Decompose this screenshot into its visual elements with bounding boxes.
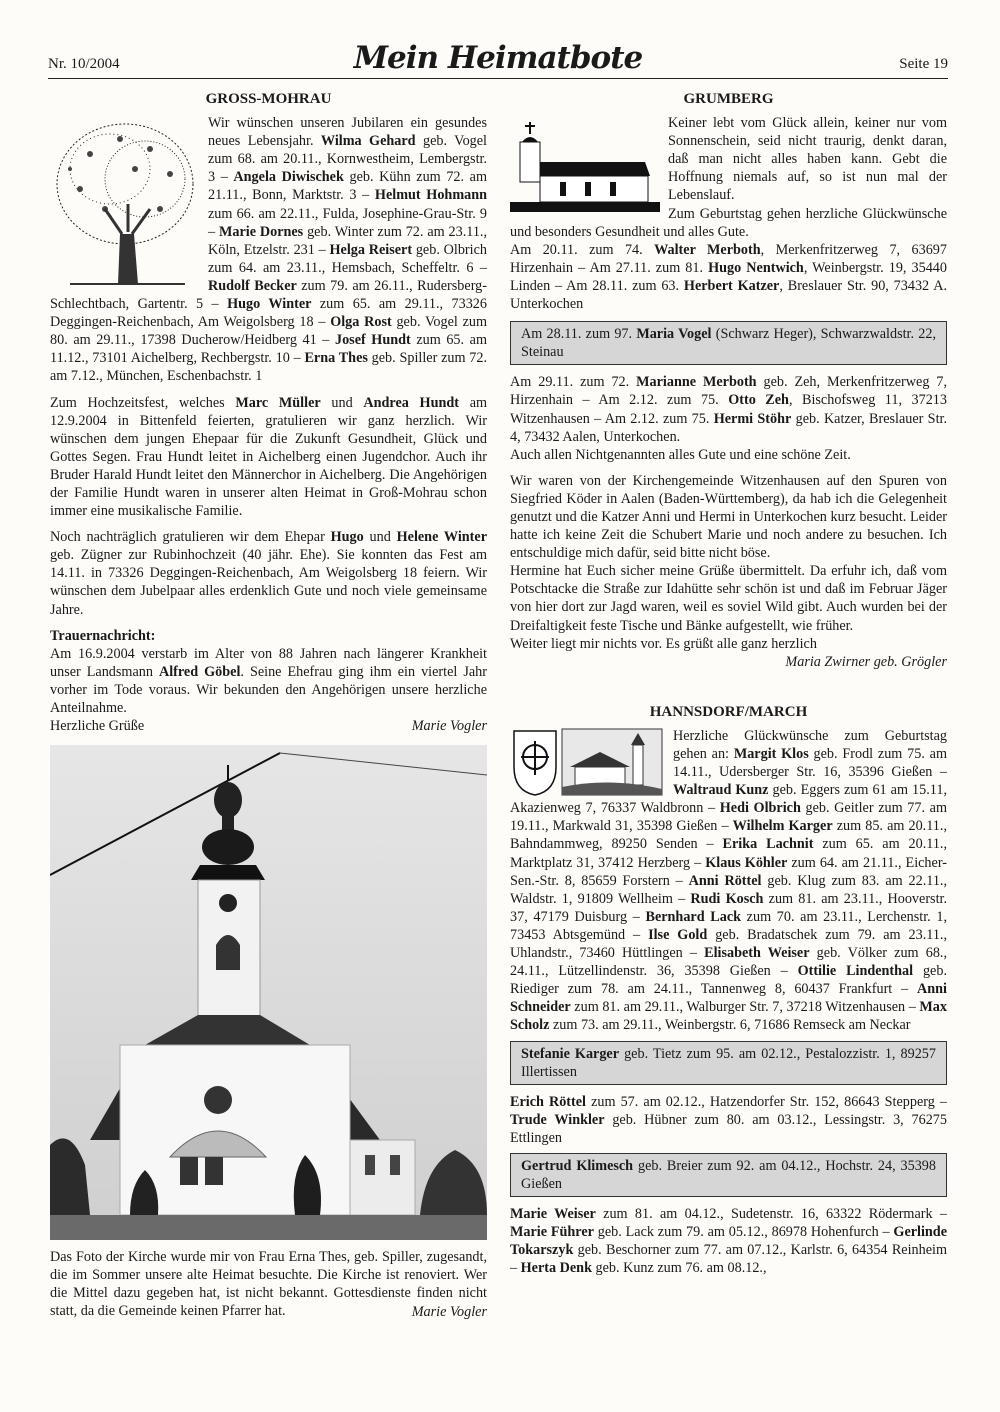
grumberg-wishes: Zum Geburtstag gehen herzliche Glückwünsche und besonders Gesundheit und alles Gute. — [510, 205, 947, 240]
text-run: geb. Kunz zum 76. am 08.12., — [591, 1260, 767, 1277]
text-run: und — [363, 529, 397, 546]
masthead-title: Mein Heimatbote — [353, 40, 643, 76]
church-photo — [50, 745, 487, 1240]
text-run: zum 65. am 20.11., Marktplatz 31, 37412 Herzberg – — [510, 836, 948, 871]
signature-marie-vogler-2: Marie Vogler — [411, 1303, 487, 1320]
text-run: . Seine Ehefrau ging ihm ein viertel Jahr vorher im Tode voraus. Wir bekunden den Angehörigen unsere herzliche Anteilnahme. — [50, 663, 487, 716]
text-run: zum 85. am 20.11., Bahndammweg, 89250 Senden – — [510, 818, 947, 853]
person-name: Waltraud Kunz — [673, 782, 769, 799]
section-title-hannsdorf: HANNSDORF/MARCH — [649, 703, 808, 720]
person-name: Wilma Gehard — [320, 133, 416, 150]
text-run: zum 79. am 26.11., Rudersberg-Schlechtbach, Gartentr. 5 – — [50, 277, 487, 313]
text-run: geb. Geitler zum 77. am 19.11., Markwald 31, 35398 Gießen – — [510, 800, 947, 835]
grumberg-closing-wishes: Auch allen Nichtgenannten alles Gute und eine schöne Zeit. — [510, 446, 851, 463]
grumberg-birthdays-2 — [510, 373, 947, 445]
grumberg-travel-report: Wir waren von der Kirchengemeinde Witzenhausen auf den Spuren von Siegfried Köder in Aalen (Baden-Württemberg), da hab ich die Gelegenheit genutzt und die Katzer Anni und Hermi in Unterkochen kurz besucht. Leider hatte ich keine Zeit die Schubert Marie und noch andere zu besuchen. Ich entschuldige mich dafür, seid bitte nicht böse. — [510, 472, 947, 562]
person-name: Max Scholz — [510, 999, 947, 1034]
text-run: geb. Völker zum 68., 24.11., Lützellindenstr. 36, 35398 Gießen – — [510, 945, 948, 980]
text-run: zum 65. am 29.11., 73326 Deggingen-Reichenbach, Am Weigolsberg 18 – — [50, 296, 487, 331]
page-number: Seite 19 — [899, 56, 948, 72]
text-run: geb. Zügner zur Rubinhochzeit (40 jähr. Ehe). Sie konnten das Fest am 14.11. in 73326 Deggingen-Reichenbach, Am Weigolsberg 18 feiern. Wir wünschen dem Jubelpaar alles erdenklich Gute und noch viele gemeinsame Jahre. — [50, 547, 487, 618]
tree-illustration — [50, 114, 200, 289]
left-column — [50, 88, 487, 1321]
person-name: Hugo Nentwich — [708, 259, 804, 276]
ruby-anniversary — [50, 528, 487, 618]
person-name: Hedi Olbrich — [719, 800, 801, 817]
text-run: geb. Winter zum 72. am 23.11., Köln, Etzelstr. 231 – — [208, 223, 488, 258]
text-run: Wir wünschen unseren Jubilaren ein gesundes neues Lebensjahr. — [208, 115, 487, 150]
text-run: und — [320, 394, 364, 411]
person-name: Andrea Hundt — [363, 394, 459, 411]
birthday-box-maria-vogel — [510, 321, 947, 365]
text-run: geb. Spiller zum 72. am 7.12., München, Eschenbachstr. 1 — [50, 350, 487, 385]
person-name: Olga Rost — [330, 314, 392, 331]
person-name: Alfred Göbel — [158, 663, 241, 680]
person-name: Helga Reisert — [329, 241, 413, 258]
text-run: geb. Eggers zum 61 am 15.11, Akazienweg 7, 76337 Waldbronn – — [510, 782, 947, 817]
grumberg-poem: Keiner lebt vom Glück allein, keiner nur vom Sonnenschein, seid nicht traurig, denkt daran, daß man nicht alles haben kann. Gebt die Hoffnung niemals auf, so ist nun mal der Lebenslauf. — [668, 115, 947, 204]
person-name: Gerlinde Tokarszyk — [510, 1224, 947, 1259]
text-run: zum 81. am 23.11., Hooverstr. 37, 47179 Duisburg – — [510, 890, 947, 925]
text-run: geb. Riediger zum 78. am 24.11., Tannenweg 8, 60437 Frankfurt – — [510, 963, 947, 998]
person-name: Bernhard Lack — [645, 908, 742, 925]
person-name: Gertrud Klimesch — [521, 1157, 634, 1174]
person-name: Ilse Gold — [648, 926, 708, 943]
page-header — [48, 38, 948, 79]
grumberg-church-drawing — [510, 114, 660, 212]
person-name: Rudolf Becker — [208, 277, 297, 294]
birthday-box-gertrud-klimesch — [510, 1153, 947, 1197]
person-name: Erna Thes — [304, 350, 368, 367]
text-run: zum 65. am 11.12., 73101 Aichelberg, Rechbergstr. 10 – — [50, 332, 487, 367]
grumberg-news: Hermine hat Euch sicher meine Grüße übermittelt. Da erfuhr ich, daß vom Potschtacke die Straße zur Idahütte sehr schön ist und daß im Februar Jäger von hier dort zur Jagd waren, weil es soviel Wild gibt. Auch wurden bei der Dreifaltigkeit feste Tische und Bänke aufgestellt, wie früher. — [510, 563, 947, 634]
text-run: geb. Hübner zum 80. am 03.12., Lessingstr. 3, 76275 Ettlingen — [510, 1111, 947, 1146]
hannsdorf-birthdays-3 — [510, 1205, 947, 1277]
person-name: Margit Klos — [733, 746, 809, 762]
text-run: , Merkenfritzerweg 7, 63697 Hirzenhain – Am 27.11. zum 81. — [510, 241, 947, 276]
text-run: zum 81. am 04.12., Sudetenstr. 16, 63322 Rödermark – — [595, 1206, 947, 1223]
text-run: geb. Kühn zum 72. am 21.11., Bonn, Marktstr. 3 – — [208, 169, 487, 204]
person-name: Hugo — [330, 529, 364, 546]
hannsdorf-birthdays-2 — [510, 1093, 947, 1147]
text-run: geb. Vogel zum 80. am 29.11., 17398 Ducherow/Heidberg 41 – — [50, 314, 488, 349]
person-name: Marie Dornes — [218, 223, 304, 240]
person-name: Marie Weiser — [510, 1206, 596, 1223]
text-run: geb. Tietz zum 95. am 02.12., Pestalozzistr. 1, 89257 Illertissen — [521, 1045, 936, 1080]
hannsdorf-coat-of-arms-and-view — [510, 727, 665, 797]
person-name: Elisabeth Weiser — [704, 945, 810, 962]
person-name: Hugo Winter — [227, 296, 312, 313]
photo-caption: Das Foto der Kirche wurde mir von Frau Erna Thes, geb. Spiller, zugesandt, die im Sommer unsere alte Heimat besuchte. Die Kirche ist renoviert. Wer die Mittel dazu gegeben hat, ist nicht bekannt. Gottesdienste finden nicht statt, da die Gemeinde keinen Pfarrer hat. — [50, 1249, 487, 1320]
text-run: geb. Vogel zum 68. am 20.11., Kornwestheim, Lembergstr. 3 – — [208, 133, 487, 186]
person-name: Anni Röttel — [688, 872, 762, 889]
right-column — [510, 88, 947, 1278]
text-run: geb. Bradatschek zum 79. am 23.11., Uhlandstr., 73460 Hüttlingen – — [510, 926, 948, 962]
person-name: Hermi Stöhr — [713, 410, 792, 427]
person-name: Herbert Katzer — [683, 277, 780, 294]
person-name: Marie Führer — [510, 1224, 594, 1241]
text-run: geb. Frodl zum 75. am 14.11., Udersberger Str. 16, 35396 Gießen – — [673, 746, 947, 781]
text-run: geb. Klug zum 83. am 22.11., Waldstr. 1, 91809 Wellheim – — [510, 872, 948, 907]
text-run: Am 29.11. zum 72. — [510, 374, 637, 391]
person-name: Ottilie Lindenthal — [797, 963, 914, 980]
person-name: Angela Diwischek — [233, 169, 344, 186]
text-run: am 12.9.2004 in Bittenfeld feierten, gratulieren wir ganz herzlich. Wir wünschen dem jungen Ehepaar für die Zukunft Gesundheit, Glück und Gottes Segen. Frau Hundt leitet in Aichelberg einen Jugendchor. Auch ihr Bruder Harald Hundt leitet den Männerchor in Aichelberg. Die Angehörigen der Familie Hundt waren in unserer alten Heimat in Groß-Mohrau schon immer eine musikalische Familie. — [50, 394, 488, 520]
person-name: Helmut Hohmann — [374, 187, 488, 204]
text-run: Am 20.11. zum 74. — [510, 241, 655, 258]
text-run: Noch nachträglich gratulieren wir dem Ehepar — [50, 529, 331, 546]
text-run: geb. Zeh, Merkenfritzerweg 7, Hirzenhain – Am 2.12. zum 75. — [510, 374, 947, 409]
text-run: Herzliche Glückwünsche zum Geburtstag gehen an: — [673, 727, 947, 762]
signature-maria-zwirner: Maria Zwirner geb. Grögler — [785, 653, 947, 670]
person-name: Otto Zeh — [728, 392, 789, 409]
text-run: Am 28.11. zum 97. — [521, 326, 637, 343]
text-run: zum 66. am 22.11., Fulda, Josephine-Grau-Str. 9 – — [208, 205, 487, 240]
person-name: Herta Denk — [520, 1260, 592, 1277]
text-run: geb. Katzer, Breslauer Str. 4, 73432 Aalen, Unterkochen. — [510, 410, 947, 445]
text-run: Am 16.9.2004 verstarb im Alter von 88 Jahren nach längerer Krankheit unser Landsmann — [50, 645, 487, 680]
person-name: Anni Schneider — [510, 981, 947, 1016]
greeting: Herzliche Grüße — [50, 718, 145, 735]
person-name: Stefanie Karger — [521, 1045, 620, 1062]
person-name: Erich Röttel — [510, 1093, 586, 1110]
issue-number: Nr. 10/2004 — [48, 56, 120, 72]
text-run: geb. Olbrich zum 64. am 23.11., Hemsbach, Scheffeltr. 6 – — [208, 241, 487, 276]
text-run: , Weinbergstr. 19, 35440 Linden – Am 28.11. zum 63. — [510, 259, 947, 294]
grumberg-birthdays-1 — [510, 241, 947, 313]
person-name: Wilhelm Karger — [732, 818, 833, 835]
person-name: Marianne Merboth — [636, 374, 757, 391]
section-title-gross-mohrau: GROSS-MOHRAU — [205, 91, 332, 107]
person-name: Klaus Köhler — [705, 854, 788, 871]
person-name: Marc Müller — [235, 394, 321, 411]
birthday-box-stefanie-karger — [510, 1041, 947, 1085]
text-run: geb. Breier zum 92. am 04.12., Hochstr. 24, 35398 Gießen — [521, 1157, 936, 1193]
mourning-notice — [50, 645, 487, 717]
text-run: zum 57. am 02.12., Hatzendorfer Str. 152, 86643 Stepperg – — [586, 1093, 947, 1110]
signature-marie-vogler: Marie Vogler — [411, 718, 487, 735]
person-name: Erika Lachnit — [722, 836, 814, 853]
text-run: zum 81. am 29.11., Walburger Str. 7, 37218 Witzenhausen – — [570, 999, 920, 1016]
person-name: Maria Vogel — [636, 326, 712, 343]
person-name: Walter Merboth — [654, 241, 761, 258]
grumberg-greeting: Weiter liegt mir nichts vor. Es grüßt alle ganz herzlich — [510, 635, 817, 652]
text-run: geb. Beschorner zum 77. am 07.12., Karlstr. 6, 64354 Reinheim – — [510, 1242, 947, 1277]
wedding-congratulations — [50, 394, 487, 521]
person-name: Trude Winkler — [510, 1111, 605, 1128]
mourning-title: Trauernachricht: — [50, 627, 156, 644]
signature-row — [50, 717, 487, 735]
text-run: zum 64. am 21.11., Eicher-Sen.-Str. 8, 85659 Forstern – — [510, 854, 947, 889]
person-name: Josef Hundt — [334, 332, 411, 349]
text-run: (Schwarz Heger), Schwarzwaldstr. 22, Steinau — [521, 326, 937, 361]
person-name: Helene Winter — [396, 529, 487, 546]
text-run: zum 73. am 29.11., Weinbergstr. 6, 71686 Remseck am Neckar — [549, 1017, 911, 1034]
section-title-grumberg: GRUMBERG — [683, 91, 774, 107]
text-run: zum 70. am 23.11., Lerchenstr. 1, 73453 Abtsgemünd – — [510, 908, 947, 943]
person-name: Rudi Kosch — [690, 890, 764, 907]
text-run: , Breslauer Str. 90, 73432 A. Unterkochen — [510, 277, 947, 313]
text-run: Zum Hochzeitsfest, welches — [50, 394, 236, 411]
text-run: , Bischofsweg 11, 37213 Witzenhausen – Am 2.12. zum 75. — [510, 392, 947, 427]
text-run: geb. Lack zum 79. am 05.12., 86978 Hohenfurch – — [593, 1224, 894, 1241]
